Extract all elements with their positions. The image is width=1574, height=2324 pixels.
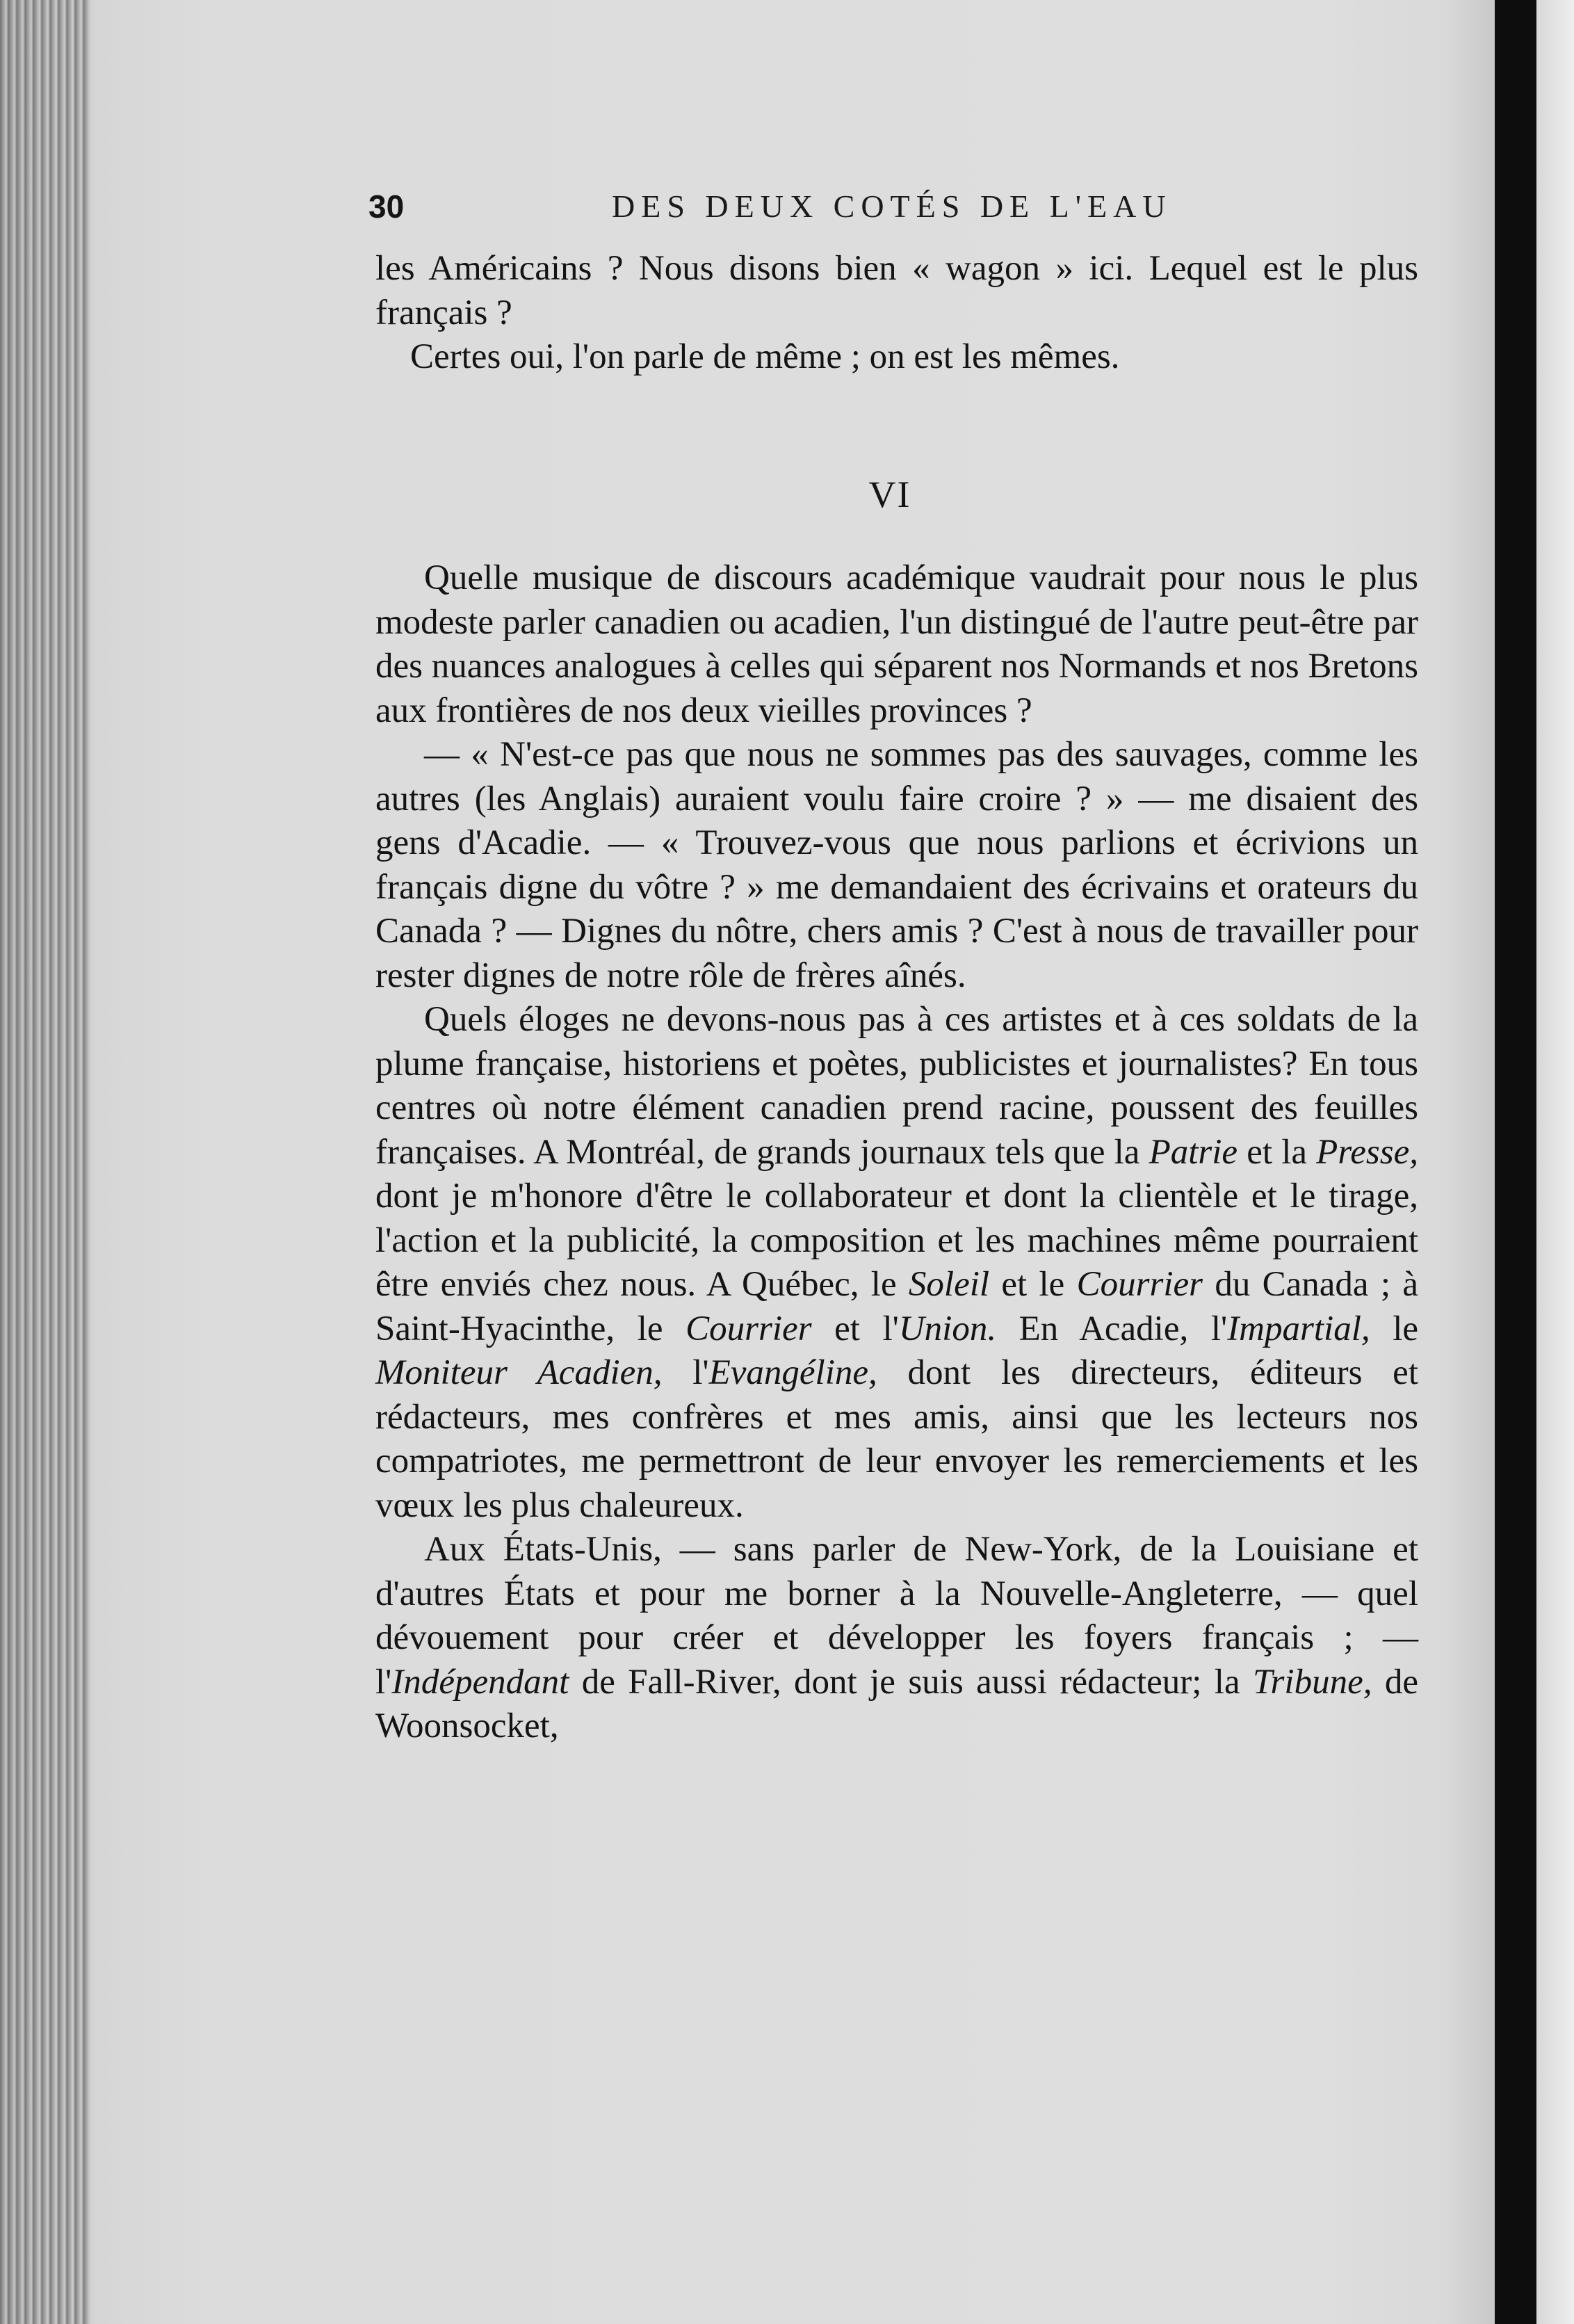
paragraph: les Américains ? Nous disons bien « wagon » ici. Lequel est le plus français ?	[375, 249, 1418, 332]
binding-shadow	[1495, 0, 1536, 2324]
paragraph: — « N'est-ce pas que nous ne sommes pas des sauvages, comme les autres (les Anglais) auraient voulu faire croire ? » — me disaient des gens d'Acadie. — « Trouvez-vous que nous parlions et écrivions un français digne du vôtre ? » me demandaient des écrivains et orateurs du Canada ? — Dignes du nôtre, chers amis ? C'est à nous de travailler pour rester dignes de notre rôle de frères aînés.	[375, 735, 1418, 995]
paragraph: Aux États-Unis, — sans parler de New-York, de la Louisiane et d'autres États et pour me borner à la Nouvelle-Angleterre, — quel dévouement pour créer et développer les foyers français ; — l'Indépendant de Fall-River, dont je suis aussi rédacteur; la Tribune, de Woonsocket,	[375, 1530, 1419, 1745]
running-header	[368, 188, 1411, 236]
continuation-text	[375, 247, 1418, 380]
newspaper-title: Patrie	[1149, 1132, 1238, 1172]
newspaper-title: Evangéline,	[708, 1353, 877, 1392]
newspaper-title: Union.	[898, 1309, 997, 1348]
page-number: 30	[368, 188, 405, 225]
newspaper-title: Courrier	[1076, 1265, 1203, 1304]
newspaper-title: Soleil	[908, 1265, 990, 1304]
newspaper-title: Courrier	[685, 1309, 812, 1348]
section-heading: VI	[868, 474, 911, 515]
paragraph: Quels éloges ne devons-nous pas à ces artistes et à ces soldats de la plume française, historiens et poètes, publicistes et journalistes? En tous centres où notre élément canadien prend racine, poussent des feuilles françaises. A Montréal, de grands journaux tels que la Patrie et la Presse, dont je m'honore d'être le collaborateur et dont la clientèle et le tirage, l'action et la publicité, la composition et les machines même pourraient être enviés chez nous. A Québec, le Soleil et le Courrier du Canada ; à Saint-Hyacinthe, le Courrier et l'Union. En Acadie, l'Impartial, le Moniteur Acadien, l'Evangéline, dont les directeurs, éditeurs et rédacteurs, mes confrères et mes amis, ainsi que les lecteurs nos compatriotes, me permettront de leur envoyer les remerciements et les vœux les plus chaleureux.	[375, 1000, 1419, 1525]
newspaper-title: Presse,	[1316, 1132, 1418, 1172]
running-title: DES DEUX COTÉS DE L'EAU	[612, 188, 1172, 224]
stacked-page-edges	[0, 0, 90, 2324]
newspaper-title: Moniteur Acadien,	[375, 1353, 663, 1392]
newspaper-title: Impartial,	[1227, 1309, 1370, 1348]
newspaper-title: Tribune,	[1253, 1662, 1372, 1702]
section-body	[375, 556, 1418, 1749]
scan-margin	[1536, 0, 1574, 2324]
paragraph: Certes oui, l'on parle de même ; on est les mêmes.	[410, 337, 1120, 376]
paragraph: Quelle musique de discours académique vaudrait pour nous le plus modeste parler canadien ou acadien, l'un distingué de l'autre peut-être par des nuances analogues à celles qui séparent nos Normands et nos Bretons aux frontières de nos deux vieilles provinces ?	[375, 558, 1418, 730]
newspaper-title: Indépendant	[391, 1662, 569, 1702]
